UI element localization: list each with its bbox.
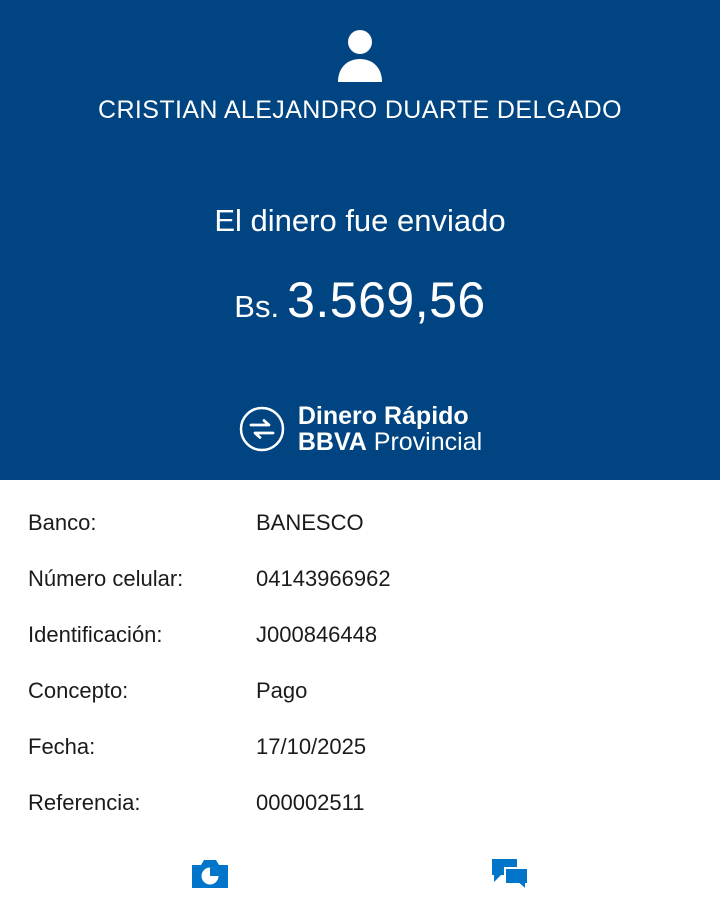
detail-label: Banco: (28, 510, 97, 535)
detail-label: Identificación: (28, 622, 163, 647)
detail-value: 000002511 (256, 790, 365, 815)
transfer-arrows-icon (238, 405, 286, 453)
brand-provincial: Provincial (373, 428, 483, 457)
detail-value: 17/10/2025 (256, 734, 367, 759)
detail-value: Pago (256, 678, 308, 703)
detail-label: Concepto: (28, 678, 129, 703)
detail-value: 04143966962 (256, 566, 391, 591)
brand-lockup (238, 403, 482, 456)
chat-icon (490, 857, 530, 896)
share-chat-button[interactable] (474, 847, 546, 907)
detail-label: Número celular: (28, 566, 184, 591)
brand-line-bbva-provincial (298, 429, 482, 455)
detail-label: Fecha: (28, 734, 96, 759)
person-icon (333, 26, 387, 84)
amount (234, 271, 485, 329)
amount-currency: Bs. (234, 289, 280, 324)
amount-value: 3.569,56 (287, 272, 486, 328)
detail-row-concepto (28, 678, 692, 704)
recipient-name: CRISTIAN ALEJANDRO DUARTE DELGADO (98, 96, 622, 124)
detail-row-banco (28, 510, 692, 536)
details-list (0, 480, 720, 846)
camera-icon (190, 857, 230, 896)
detail-value: J000846448 (256, 622, 378, 647)
detail-row-identificacion (28, 622, 692, 648)
detail-label: Referencia: (28, 790, 141, 815)
detail-row-referencia (28, 790, 692, 816)
screenshot-button[interactable] (174, 847, 246, 907)
brand-line-dinero-rapido: Dinero Rápido (297, 402, 469, 430)
status-text: El dinero fue enviado (214, 203, 506, 238)
detail-row-fecha (28, 734, 692, 760)
detail-value: BANESCO (256, 510, 364, 535)
action-bar (0, 846, 720, 913)
detail-row-numero-celular (28, 566, 692, 592)
brand-bbva: BBVA (297, 428, 367, 457)
